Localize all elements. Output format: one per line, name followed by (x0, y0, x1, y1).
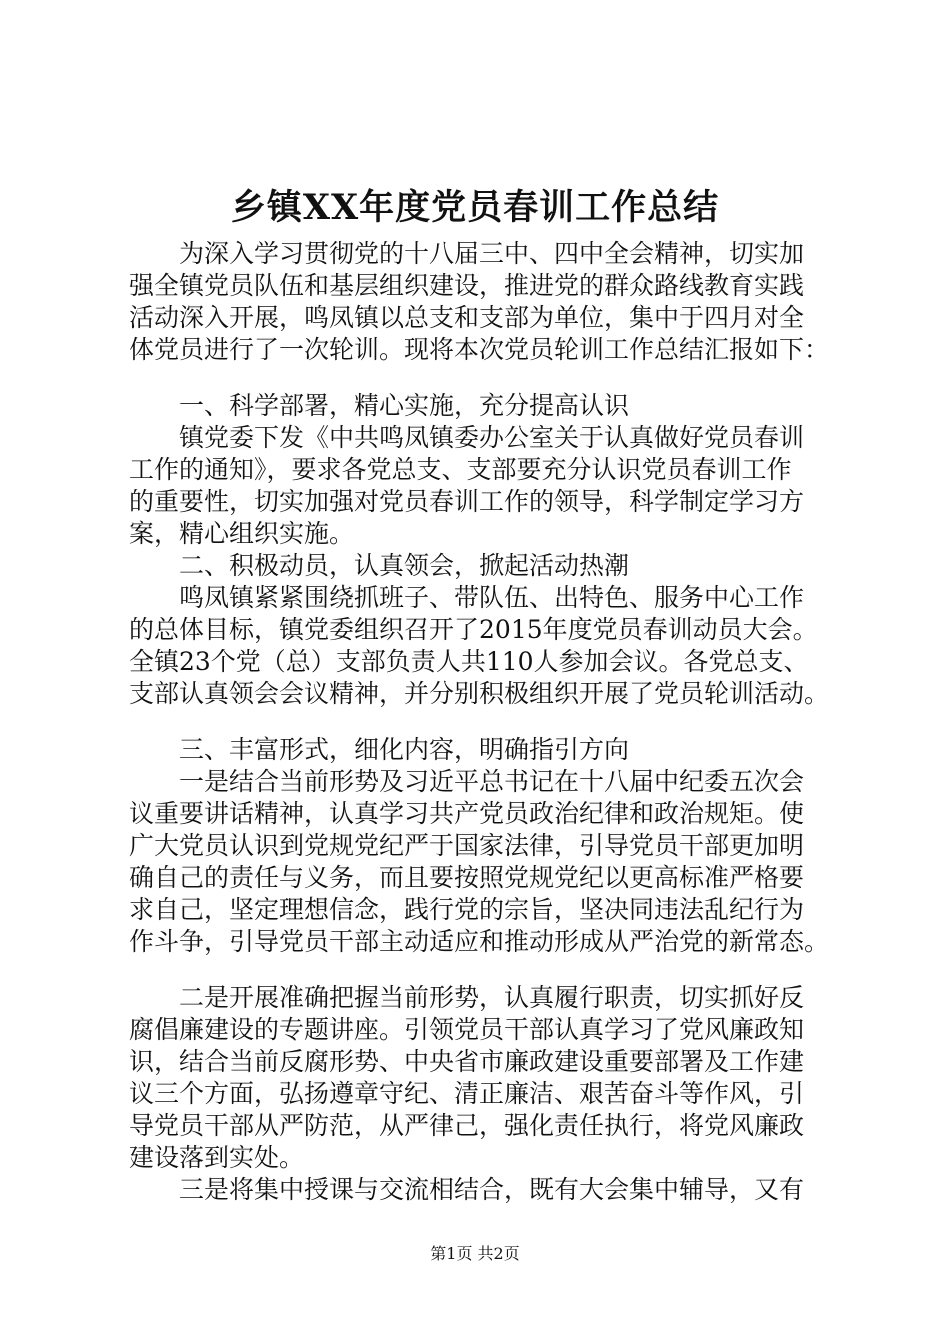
body-line: 工作的通知》，要求各党总支、支部要充分认识党员春训工作 (129, 455, 792, 484)
body-line: 鸣凤镇紧紧围绕抓班子、带队伍、出特色、服务中心工作 (129, 583, 805, 612)
body-line: 支部认真领会会议精神，并分别积极组织开展了党员轮训活动。 (129, 679, 830, 708)
page-footer: 第1页 共2页 (430, 1244, 520, 1263)
body-line: 求自己，坚定理想信念，践行党的宗旨，坚决同违法乱纪行为 (129, 895, 805, 924)
body-line: 强全镇党员队伍和基层组织建设，推进党的群众路线教育实践 (129, 271, 805, 300)
body-line: 广大党员认识到党规党纪严于国家法律，引导党员干部更加明 (129, 831, 805, 860)
body-line: 镇党委下发《中共鸣凤镇委办公室关于认真做好党员春训 (129, 423, 805, 452)
body-line: 全镇23个党（总）支部负责人共110人参加会议。各党总支、 (129, 647, 809, 676)
body-line: 的重要性，切实加强对党员春训工作的领导，科学制定学习方 (129, 487, 805, 516)
body-line: 建设落到实处。 (129, 1143, 305, 1172)
body-line: 导党员干部从严防范，从严律己，强化责任执行，将党风廉政 (129, 1111, 805, 1140)
body-line: 二是开展准确把握当前形势，认真履行职责，切实抓好反 (129, 983, 805, 1012)
section-heading: 三、丰富形式，细化内容，明确指引方向 (129, 735, 630, 764)
body-line: 为深入学习贯彻党的十八届三中、四中全会精神，切实加 (129, 239, 805, 268)
body-line: 体党员进行了一次轮训。现将本次党员轮训工作总结汇报如下： (129, 335, 830, 364)
document-title: 乡镇XX年度党员春训工作总结 (230, 187, 720, 228)
body-line: 作斗争，引导党员干部主动适应和推动形成从严治党的新常态。 (129, 927, 830, 956)
body-line: 确自己的责任与义务，而且要按照党规党纪以更高标准严格要 (129, 863, 805, 892)
body-line: 识，结合当前反腐形势、中央省市廉政建设重要部署及工作建 (129, 1047, 805, 1076)
body-line: 腐倡廉建设的专题讲座。引领党员干部认真学习了党风廉政知 (129, 1015, 805, 1044)
body-line: 议重要讲话精神，认真学习共产党员政治纪律和政治规矩。使 (129, 799, 805, 828)
body-line: 案，精心组织实施。 (129, 519, 355, 548)
body-line: 一是结合当前形势及习近平总书记在十八届中纪委五次会 (129, 767, 805, 796)
body-line: 三是将集中授课与交流相结合，既有大会集中辅导，又有 (129, 1175, 805, 1204)
body-line: 的总体目标，镇党委组织召开了2015年度党员春训动员大会。 (129, 615, 818, 644)
section-heading: 一、科学部署，精心实施，充分提高认识 (129, 391, 630, 420)
body-line: 议三个方面，弘扬遵章守纪、清正廉洁、艰苦奋斗等作风，引 (129, 1079, 805, 1108)
body-line: 活动深入开展，鸣凤镇以总支和支部为单位，集中于四月对全 (129, 303, 805, 332)
section-heading: 二、积极动员，认真领会，掀起活动热潮 (129, 551, 630, 580)
